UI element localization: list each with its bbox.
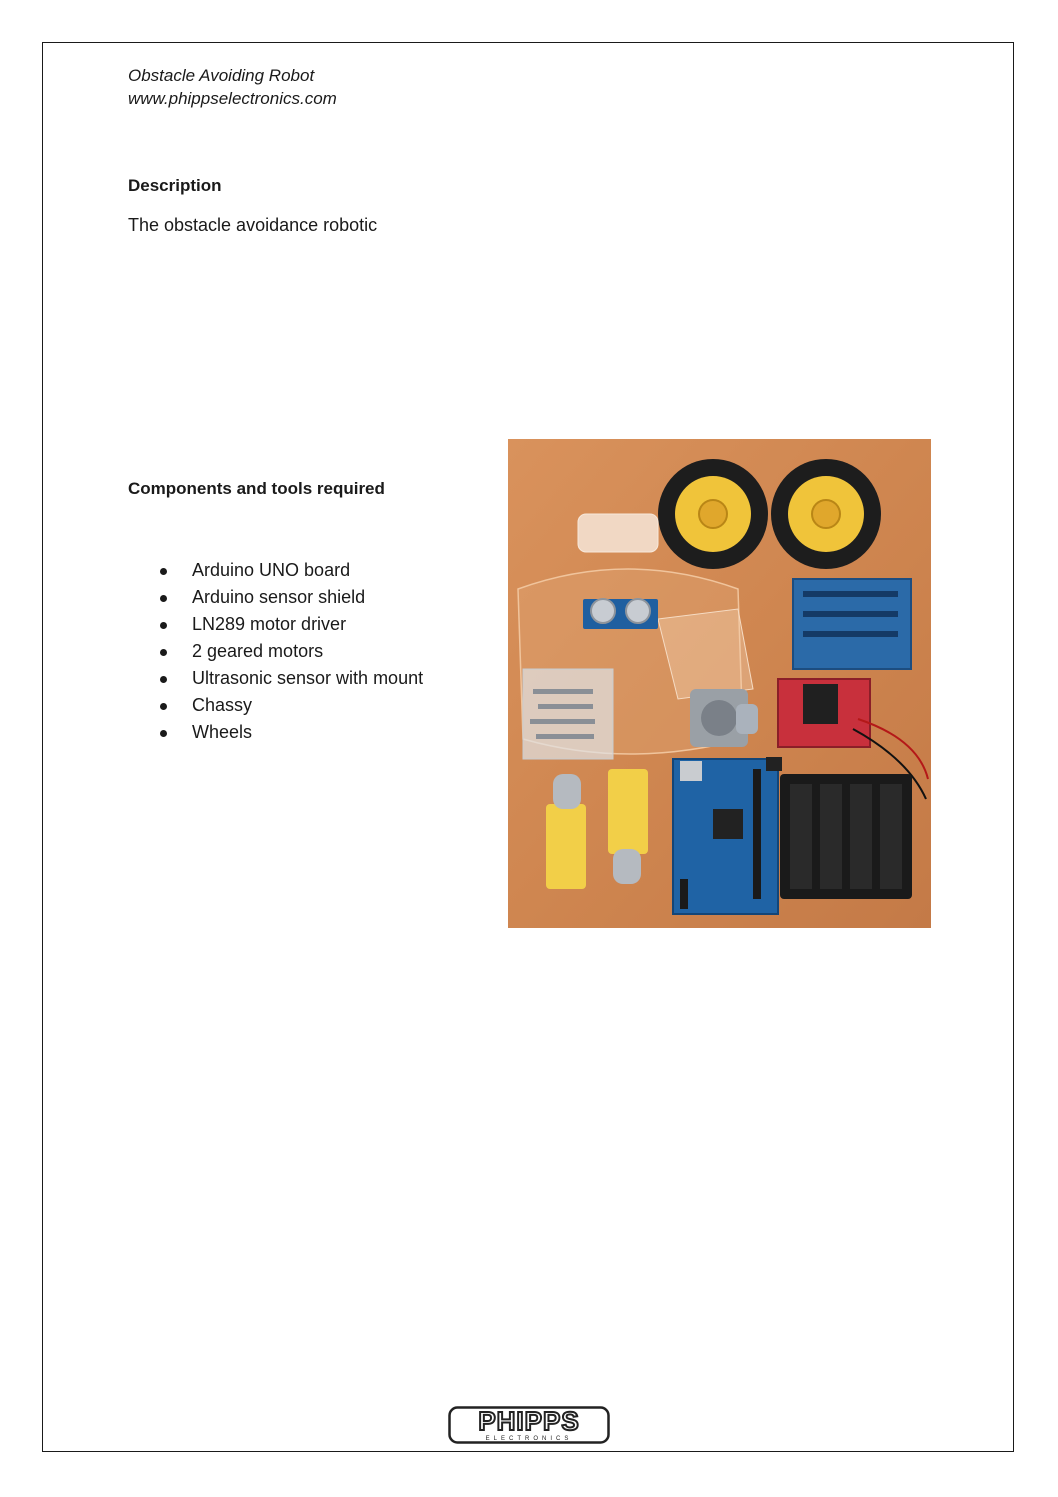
phipps-electronics-logo: [448, 1406, 610, 1444]
website-url: www.phippselectronics.com: [128, 89, 337, 108]
bullet-icon: [160, 676, 167, 683]
svg-text:PHIPPS: PHIPPS: [478, 1406, 580, 1436]
list-item-label: Ultrasonic sensor with mount: [192, 668, 424, 688]
bullet-icon: [160, 595, 167, 602]
list-item: [160, 720, 423, 747]
list-item: [160, 585, 423, 612]
list-item-label: Arduino sensor shield: [192, 587, 366, 607]
list-item-label: Chassy: [192, 695, 253, 715]
list-item: [160, 639, 423, 666]
bullet-icon: [160, 622, 167, 629]
list-item-label: 2 geared motors: [192, 641, 324, 661]
wheel-left: [658, 459, 768, 569]
ultrasonic-sensor: [583, 599, 658, 629]
document-title: Obstacle Avoiding Robot: [128, 66, 315, 85]
robot-kit-photo: [508, 439, 931, 928]
wheel-right: [771, 459, 881, 569]
bullet-icon: [160, 730, 167, 737]
components-list: [160, 558, 423, 747]
battery-holder: [780, 774, 912, 899]
bullet-icon: [160, 568, 167, 575]
list-item-label: LN289 motor driver: [192, 614, 347, 634]
bullet-icon: [160, 703, 167, 710]
description-text: The obstacle avoidance robotic: [128, 215, 378, 235]
list-item: [160, 693, 423, 720]
list-item: [160, 558, 423, 585]
arduino-uno-board: [673, 759, 778, 914]
list-item: [160, 612, 423, 639]
list-item-label: Arduino UNO board: [192, 560, 351, 580]
list-item-label: Wheels: [192, 722, 253, 742]
svg-text:ELECTRONICS: ELECTRONICS: [485, 1436, 573, 1442]
list-item: [160, 666, 423, 693]
description-heading: Description: [128, 176, 222, 195]
bullet-icon: [160, 649, 167, 656]
components-heading: Components and tools required: [128, 479, 385, 498]
